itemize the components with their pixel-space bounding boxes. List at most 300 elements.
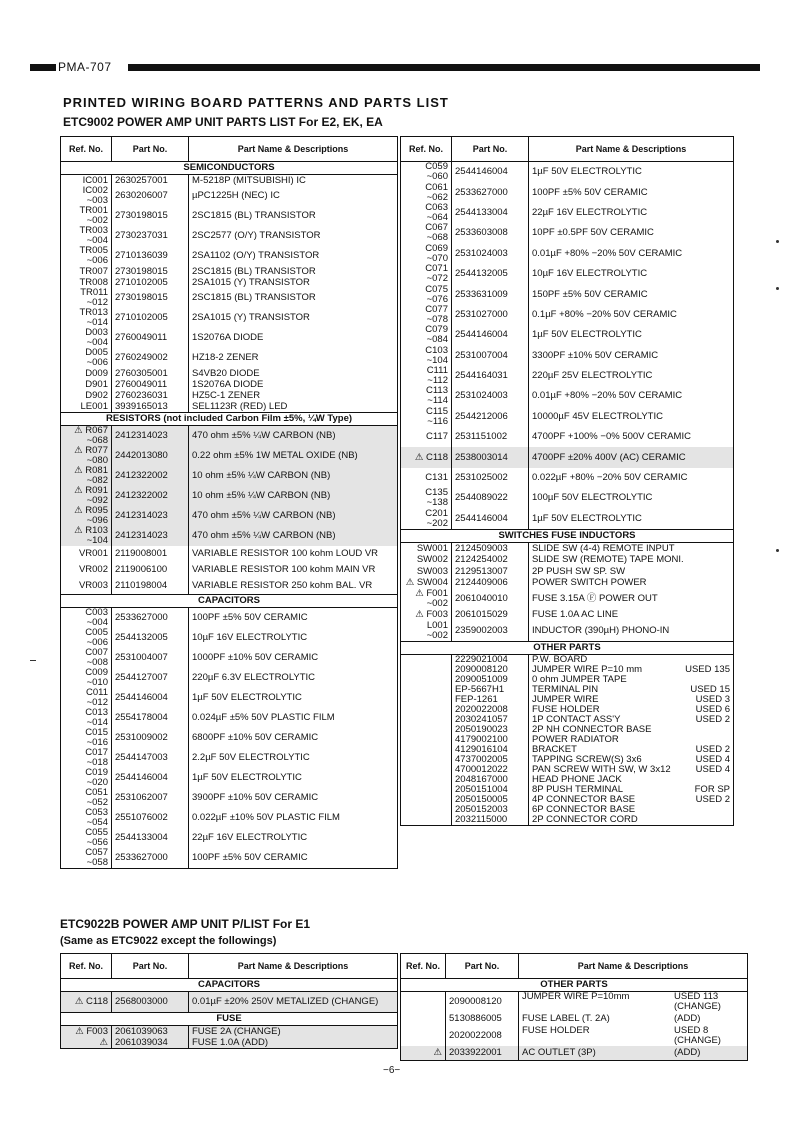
table-row: [61, 186, 398, 206]
desc-cell: 100PF ±5% 50V CERAMIC: [189, 848, 398, 869]
desc-cell: 3900PF ±10% 50V CERAMIC: [189, 788, 398, 808]
ref-cell: SW001: [401, 543, 452, 555]
ref-cell: C113 ~114: [401, 386, 452, 406]
part-no-cell: 2531151002: [452, 427, 529, 447]
table-row: [61, 748, 398, 768]
ref-cell: C063 ~064: [401, 203, 452, 223]
bl-col-desc: Part Name & Descriptions: [189, 954, 398, 979]
ref-cell: C003 ~004: [61, 608, 112, 629]
desc-cell: POWER SWITCH POWER: [529, 578, 734, 590]
ref-cell: IC001: [61, 175, 112, 187]
table-row: [401, 992, 748, 1013]
part-no-cell: 2538003014: [452, 447, 529, 467]
desc-cell: 0.1µF +80% −20% 50V CERAMIC: [529, 305, 734, 325]
desc-text: 6P CONNECTOR BASE: [532, 803, 636, 815]
desc-cell: 22µF 16V ELECTROLYTIC: [189, 828, 398, 848]
part-no-cell: 2124509003: [452, 543, 529, 555]
desc-cell: 150PF ±5% 50V CERAMIC: [529, 284, 734, 304]
section-title: FUSE: [61, 1013, 398, 1026]
desc-cell: 0.01µF +80% −20% 50V CERAMIC: [529, 386, 734, 406]
part-no-cell: 2050190023: [452, 725, 529, 735]
bl-col-ref: Ref. No.: [61, 954, 112, 979]
part-no-cell: 2544146004: [112, 768, 189, 788]
table-row: [61, 348, 398, 368]
table-row: [61, 426, 398, 447]
section-title: RESISTORS (not included Carbon Film ±5%, ¼W Type): [61, 413, 398, 426]
ref-cell: ⚠ R091 ~092: [61, 486, 112, 506]
ref-cell: [401, 795, 452, 805]
desc-cell: 22µF 16V ELECTROLYTIC: [529, 203, 734, 223]
part-no-cell: 2030241057: [452, 715, 529, 725]
ref-cell: IC002 ~003: [61, 186, 112, 206]
desc-cell: 10PF ±0.5PF 50V CERAMIC: [529, 223, 734, 243]
ref-cell: [401, 745, 452, 755]
desc-cell: 10000µF 45V ELECTROLYTIC: [529, 407, 734, 427]
ref-cell: TR007: [61, 266, 112, 277]
desc-cell: 1µF 50V ELECTROLYTIC: [529, 509, 734, 530]
ref-cell: C009 ~010: [61, 668, 112, 688]
desc-text: JUMPER WIRE P=10mm: [522, 991, 630, 1002]
section-title: SEMICONDUCTORS: [61, 162, 398, 175]
desc-cell: HZ5C-1 ZENER: [189, 390, 398, 401]
table-row: [61, 1037, 398, 1049]
part-no-cell: 2020022008: [446, 1026, 519, 1046]
section-title: CAPACITORS: [61, 979, 398, 992]
part-no-cell: 2544133004: [452, 203, 529, 223]
ref-cell: C115 ~116: [401, 407, 452, 427]
table-row: [401, 555, 734, 567]
ref-cell: ⚠ SW004: [401, 578, 452, 590]
right-parts-table: [400, 136, 734, 826]
part-no-cell: 2110198004: [112, 578, 189, 595]
ref-cell: [401, 725, 452, 735]
ref-cell: ⚠ F003: [61, 1026, 112, 1038]
part-no-cell: 2544146004: [452, 509, 529, 530]
desc-cell: 100PF ±5% 50V CERAMIC: [189, 608, 398, 629]
part-no-cell: 2533627000: [112, 608, 189, 629]
ref-cell: [401, 775, 452, 785]
desc-text: P.W. BOARD: [532, 653, 588, 665]
part-no-cell: 2032115000: [452, 815, 529, 826]
section-row: [61, 1013, 398, 1026]
br-col-ref: Ref. No.: [401, 954, 446, 979]
desc-cell: 2SA1015 (Y) TRANSISTOR: [189, 308, 398, 328]
desc-cell: [519, 1026, 748, 1046]
usage-text: USED 3: [695, 693, 730, 705]
part-no-cell: 2442013080: [112, 446, 189, 466]
ref-cell: D005 ~006: [61, 348, 112, 368]
part-no-cell: 2531025002: [452, 468, 529, 488]
ref-cell: ⚠ C118: [401, 447, 452, 467]
ref-cell: TR013 ~014: [61, 308, 112, 328]
table-row: [401, 447, 734, 467]
bottom-left-table: [60, 953, 398, 1049]
section-title: OTHER PARTS: [401, 979, 748, 992]
desc-cell: µPC1225H (NEC) IC: [189, 186, 398, 206]
table-row: [401, 543, 734, 555]
ref-cell: [401, 992, 446, 1013]
desc-cell: FUSE 1.0A AC LINE: [529, 609, 734, 621]
ref-cell: C069 ~070: [401, 244, 452, 264]
part-no-cell: 2359002003: [452, 621, 529, 642]
table-row: [61, 768, 398, 788]
ref-cell: [401, 685, 452, 695]
margin-mark: [776, 549, 779, 552]
desc-cell: 470 ohm ±5% ¼W CARBON (NB): [189, 526, 398, 546]
usage-text: USED 2: [695, 713, 730, 725]
ref-cell: TR003 ~004: [61, 226, 112, 246]
desc-text: HEAD PHONE JACK: [532, 773, 622, 785]
part-no-cell: 2119008001: [112, 546, 189, 562]
desc-cell: 0.022µF +80% −20% 50V CERAMIC: [529, 468, 734, 488]
desc-cell: SLIDE SW (REMOTE) TAPE MONI.: [529, 555, 734, 567]
usage-text: USED 6: [695, 703, 730, 715]
part-no-cell: 2061039063: [112, 1026, 189, 1038]
part-no-cell: 2050150005: [452, 795, 529, 805]
table-row: [61, 546, 398, 562]
part-no-cell: 4700012022: [452, 765, 529, 775]
usage-text: (ADD): [674, 1047, 701, 1058]
ref-cell: [401, 735, 452, 745]
ref-cell: [401, 765, 452, 775]
table-row: [61, 175, 398, 187]
ref-cell: C011 ~012: [61, 688, 112, 708]
table-row: [61, 828, 398, 848]
ref-cell: C059 ~060: [401, 162, 452, 183]
table-row: [401, 589, 734, 609]
part-no-cell: 2531007004: [452, 346, 529, 366]
desc-cell: 10 ohm ±5% ¼W CARBON (NB): [189, 466, 398, 486]
part-no-cell: 2554178004: [112, 708, 189, 728]
bl-col-part: Part No.: [112, 954, 189, 979]
desc-cell: S4VB20 DIODE: [189, 368, 398, 379]
bottom-subtitle: (Same as ETC9022 except the followings): [60, 935, 277, 947]
other-part-row: [401, 815, 734, 826]
desc-cell: 100PF ±5% 50V CERAMIC: [529, 182, 734, 202]
part-no-cell: 2129513007: [452, 566, 529, 578]
part-no-cell: 2551076002: [112, 808, 189, 828]
part-no-cell: 2531027000: [452, 305, 529, 325]
table-row: [61, 578, 398, 595]
margin-mark: [30, 660, 36, 661]
table-row: [401, 578, 734, 590]
ref-cell: C007 ~008: [61, 648, 112, 668]
ref-cell: C111 ~112: [401, 366, 452, 386]
desc-cell: VARIABLE RESISTOR 100 kohm MAIN VR: [189, 562, 398, 578]
part-no-cell: 2412322002: [112, 486, 189, 506]
desc-cell: 1µF 50V ELECTROLYTIC: [529, 325, 734, 345]
usage-text: USED 113 (CHANGE): [674, 991, 721, 1012]
desc-cell: 0.022µF ±10% 50V PLASTIC FILM: [189, 808, 398, 828]
ref-cell: C103 ~104: [401, 346, 452, 366]
ref-cell: D902: [61, 390, 112, 401]
ref-cell: D901: [61, 379, 112, 390]
ref-cell: C117: [401, 427, 452, 447]
section-title: SWITCHES FUSE INDUCTORS: [401, 530, 734, 543]
part-no-cell: 2730198015: [112, 206, 189, 226]
desc-cell: FUSE 2A (CHANGE): [189, 1026, 398, 1038]
desc-text: 8P PUSH TERMINAL: [532, 783, 623, 795]
table-row: [61, 608, 398, 629]
ref-cell: ⚠ F003: [401, 609, 452, 621]
table-row: [61, 526, 398, 546]
ref-cell: ⚠ R095 ~096: [61, 506, 112, 526]
table-row: [401, 1026, 748, 1046]
ref-cell: [401, 805, 452, 815]
ref-cell: [401, 755, 452, 765]
table-row: [61, 628, 398, 648]
table-row: [401, 182, 734, 202]
ref-cell: TR001 ~002: [61, 206, 112, 226]
part-no-cell: 2544133004: [112, 828, 189, 848]
desc-cell: 470 ohm ±5% ¼W CARBON (NB): [189, 426, 398, 447]
desc-text: POWER RADIATOR: [532, 733, 619, 745]
section-row: [61, 162, 398, 175]
desc-cell: 4700PF +100% −0% 500V CERAMIC: [529, 427, 734, 447]
table-row: [401, 468, 734, 488]
ref-cell: C131: [401, 468, 452, 488]
desc-cell: 220µF 6.3V ELECTROLYTIC: [189, 668, 398, 688]
part-no-cell: 4129016104: [452, 745, 529, 755]
part-no-cell: 2119006100: [112, 562, 189, 578]
desc-text: 2P NH CONNECTOR BASE: [532, 723, 652, 735]
table-row: [61, 688, 398, 708]
part-no-cell: 2531024003: [452, 244, 529, 264]
desc-cell: 2SC1815 (BL) TRANSISTOR: [189, 288, 398, 308]
table-row: [61, 226, 398, 246]
desc-cell: 0.024µF ±5% 50V PLASTIC FILM: [189, 708, 398, 728]
ref-cell: ⚠ R067 ~068: [61, 426, 112, 447]
table-row: [401, 203, 734, 223]
desc-cell: FUSE 3.15A Ⓕ POWER OUT: [529, 589, 734, 609]
desc-cell: [519, 1012, 748, 1026]
section-row: [401, 530, 734, 543]
part-no-cell: 2061015029: [452, 609, 529, 621]
ref-cell: D009: [61, 368, 112, 379]
part-no-cell: 2412322002: [112, 466, 189, 486]
ref-cell: SW003: [401, 566, 452, 578]
ref-cell: [401, 705, 452, 715]
table-row: [401, 244, 734, 264]
desc-cell: 1S2076A DIODE: [189, 379, 398, 390]
ref-cell: [401, 1026, 446, 1046]
desc-text: FUSE LABEL (T. 2A): [522, 1013, 610, 1024]
br-col-part: Part No.: [446, 954, 519, 979]
desc-cell: 4700PF ±20% 400V (AC) CERAMIC: [529, 447, 734, 467]
desc-cell: VARIABLE RESISTOR 100 kohm LOUD VR: [189, 546, 398, 562]
desc-cell: 1µF 50V ELECTROLYTIC: [189, 688, 398, 708]
table-row: [401, 609, 734, 621]
part-no-cell: 4179002100: [452, 735, 529, 745]
table-row: [401, 162, 734, 183]
section-title: OTHER PARTS: [401, 641, 734, 654]
ref-cell: C013 ~014: [61, 708, 112, 728]
table-row: [61, 206, 398, 226]
part-no-cell: 5130886005: [446, 1012, 519, 1026]
table-row: [61, 288, 398, 308]
ref-cell: C067 ~068: [401, 223, 452, 243]
table-row: [401, 566, 734, 578]
part-no-cell: 2531009002: [112, 728, 189, 748]
part-no-cell: 2760049011: [112, 379, 189, 390]
section-row: [401, 641, 734, 654]
ref-cell: VR002: [61, 562, 112, 578]
col-ref-r: Ref. No.: [401, 137, 452, 162]
part-no-cell: 2544164031: [452, 366, 529, 386]
part-no-cell: 2061040010: [452, 589, 529, 609]
table-row: [61, 728, 398, 748]
table-row: [61, 648, 398, 668]
table-row: [61, 390, 398, 401]
part-no-cell: 2050152003: [452, 805, 529, 815]
desc-text: JUMPER WIRE: [532, 693, 599, 705]
table-row: [401, 488, 734, 508]
desc-cell: 470 ohm ±5% ¼W CARBON (NB): [189, 506, 398, 526]
table-row: [61, 486, 398, 506]
ref-cell: C005 ~006: [61, 628, 112, 648]
table-row: [61, 328, 398, 348]
table-row: [401, 386, 734, 406]
part-no-cell: FEP-1261: [452, 695, 529, 705]
desc-cell: 10 ohm ±5% ¼W CARBON (NB): [189, 486, 398, 506]
page-header: [30, 62, 760, 72]
section-title: CAPACITORS: [61, 595, 398, 608]
desc-cell: SEL1123R (RED) LED: [189, 401, 398, 413]
usage-text: USED 4: [695, 753, 730, 765]
table-row: [401, 223, 734, 243]
part-no-cell: 2710102005: [112, 277, 189, 288]
desc-cell: 2SC1815 (BL) TRANSISTOR: [189, 206, 398, 226]
table-row: [401, 1046, 748, 1061]
desc-cell: 1S2076A DIODE: [189, 328, 398, 348]
ref-cell: [401, 665, 452, 675]
part-no-cell: 2050151004: [452, 785, 529, 795]
part-no-cell: 2124254002: [452, 555, 529, 567]
usage-text: (ADD): [674, 1013, 701, 1024]
ref-cell: [401, 695, 452, 705]
table-row: [401, 1012, 748, 1026]
ref-cell: TR008: [61, 277, 112, 288]
desc-text: TAPPING SCREW(S) 3x6: [532, 753, 642, 765]
desc-cell: 2SA1102 (O/Y) TRANSISTOR: [189, 246, 398, 266]
desc-cell: 2P PUSH SW SP. SW: [529, 566, 734, 578]
usage-text: USED 8 (CHANGE): [674, 1025, 721, 1046]
ref-cell: [401, 654, 452, 665]
desc-cell: 1µF 50V ELECTROLYTIC: [189, 768, 398, 788]
desc-cell: 10µF 16V ELECTROLYTIC: [529, 264, 734, 284]
part-no-cell: 2544132005: [452, 264, 529, 284]
part-no-cell: 2760305001: [112, 368, 189, 379]
desc-text: FUSE HOLDER: [522, 1025, 590, 1036]
part-no-cell: 2544146004: [112, 688, 189, 708]
part-no-cell: 2531024003: [452, 386, 529, 406]
part-no-cell: 3939165013: [112, 401, 189, 413]
part-no-cell: 2730237031: [112, 226, 189, 246]
table-row: [401, 427, 734, 447]
part-no-cell: 2531004007: [112, 648, 189, 668]
desc-text: JUMPER WIRE P=10 mm: [532, 663, 643, 675]
part-no-cell: 2710136039: [112, 246, 189, 266]
part-no-cell: 2544212006: [452, 407, 529, 427]
part-no-cell: 2229021004: [452, 654, 529, 665]
part-no-cell: 2710102005: [112, 308, 189, 328]
desc-cell: 2SC2577 (O/Y) TRANSISTOR: [189, 226, 398, 246]
ref-cell: ⚠ F001 ~002: [401, 589, 452, 609]
desc-cell: 6800PF ±10% 50V CERAMIC: [189, 728, 398, 748]
col-desc: Part Name & Descriptions: [189, 137, 398, 162]
section-row: [61, 979, 398, 992]
desc-text: AC OUTLET (3P): [522, 1047, 596, 1058]
ref-cell: [401, 1012, 446, 1026]
ref-cell: SW002: [401, 555, 452, 567]
table-row: [61, 308, 398, 328]
ref-cell: TR011 ~012: [61, 288, 112, 308]
margin-mark: [776, 240, 779, 243]
desc-cell: 3300PF ±10% 50V CERAMIC: [529, 346, 734, 366]
part-no-cell: 2533631009: [452, 284, 529, 304]
part-no-cell: 2544089022: [452, 488, 529, 508]
desc-text: 1P CONTACT ASS'Y: [532, 713, 621, 725]
table-row: [401, 407, 734, 427]
part-no-cell: 2544127007: [112, 668, 189, 688]
desc-cell: 100µF 50V ELECTROLYTIC: [529, 488, 734, 508]
margin-mark: [776, 287, 779, 290]
desc-text: TERMINAL PIN: [532, 683, 599, 695]
part-no-cell: 2533603008: [452, 223, 529, 243]
ref-cell: C079 ~084: [401, 325, 452, 345]
part-no-cell: 2533627000: [452, 182, 529, 202]
desc-cell: [519, 1046, 748, 1061]
desc-cell: 0.01µF +80% −20% 50V CERAMIC: [529, 244, 734, 264]
ref-cell: ⚠: [401, 1046, 446, 1061]
ref-cell: ⚠: [61, 1037, 112, 1049]
table-row: [401, 509, 734, 530]
desc-cell: 2SA1015 (Y) TRANSISTOR: [189, 277, 398, 288]
usage-text: USED 4: [695, 763, 730, 775]
usage-text: USED 135: [685, 663, 730, 675]
ref-cell: ⚠ R081 ~082: [61, 466, 112, 486]
desc-text: 4P CONNECTOR BASE: [532, 793, 636, 805]
col-ref: Ref. No.: [61, 137, 112, 162]
table-row: [61, 401, 398, 413]
usage-text: USED 15: [690, 683, 730, 695]
ref-cell: C055 ~056: [61, 828, 112, 848]
ref-cell: C019 ~020: [61, 768, 112, 788]
desc-cell: VARIABLE RESISTOR 250 kohm BAL. VR: [189, 578, 398, 595]
ref-cell: D003 ~004: [61, 328, 112, 348]
desc-cell: 0.01µF ±20% 250V METALIZED (CHANGE): [189, 992, 398, 1013]
page-subtitle: ETC9002 POWER AMP UNIT PARTS LIST For E2, EK, EA: [63, 115, 383, 129]
part-no-cell: 2730198015: [112, 266, 189, 277]
col-desc-r: Part Name & Descriptions: [529, 137, 734, 162]
part-no-cell: 2730198015: [112, 288, 189, 308]
ref-cell: [401, 675, 452, 685]
table-row: [61, 266, 398, 277]
ref-cell: C017 ~018: [61, 748, 112, 768]
table-row: [61, 708, 398, 728]
desc-cell: M-5218P (MITSUBISHI) IC: [189, 175, 398, 187]
part-no-cell: 2531062007: [112, 788, 189, 808]
ref-cell: VR001: [61, 546, 112, 562]
ref-cell: ⚠ C118: [61, 992, 112, 1013]
table-row: [61, 1026, 398, 1038]
table-row: [401, 264, 734, 284]
part-no-cell: 2061039034: [112, 1037, 189, 1049]
usage-text: FOR SP: [694, 783, 730, 795]
part-no-cell: 2630257001: [112, 175, 189, 187]
desc-cell: 2.2µF 50V ELECTROLYTIC: [189, 748, 398, 768]
part-no-cell: 2544147003: [112, 748, 189, 768]
